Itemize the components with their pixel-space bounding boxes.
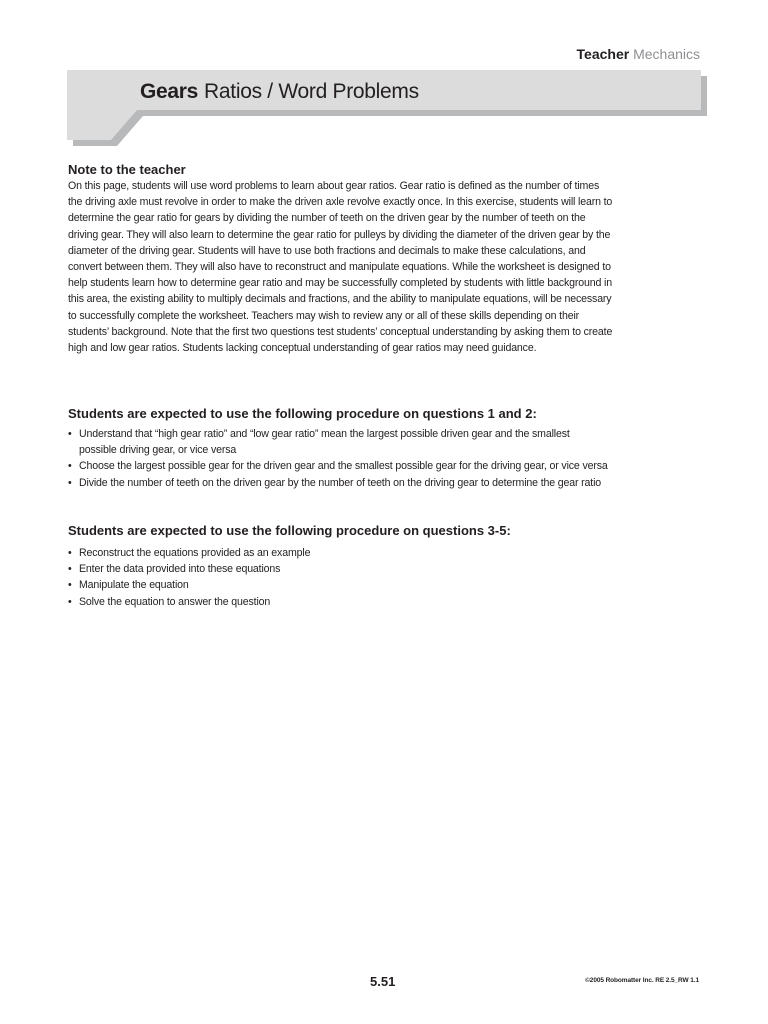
list-item: • Manipulate the equation bbox=[68, 577, 668, 593]
list-item: • Enter the data provided into these equations bbox=[68, 561, 668, 577]
procedure-q3-5 bbox=[68, 522, 668, 610]
procedure-q1-2 bbox=[68, 405, 668, 491]
list-item: • Understand that “high gear ratio” and “low gear ratio” mean the largest possible driven gear and the smallest possible driving gear, or vice versa bbox=[68, 426, 579, 458]
header-teacher: Teacher bbox=[576, 46, 630, 62]
procedure-q3-5-list bbox=[68, 545, 668, 610]
copyright-notice: ©2005 Robomatter Inc. RE 2.5_RW 1.1 bbox=[585, 977, 699, 984]
list-item: • Reconstruct the equations provided as an example bbox=[68, 545, 668, 561]
teacher-note bbox=[68, 161, 613, 356]
title-main: Gears bbox=[140, 80, 199, 103]
note-body: On this page, students will use word problems to learn about gear ratios. Gear ratio is defined as the number of times the driving axle must revolve in order to make the driven axle revolve exactly once. In this exercise, students will learn to determine the gear ratio for gears by dividing the number of teeth on the driven gear by the number of teeth on the driving gear. They will also learn to determine the gear ratio for pulleys by dividing the diameter of the driven gear by the diameter of the driving gear. Students will have to use both fractions and decimals to make these calculations, and convert between them. They will also have to reconstruct and manipulate equations. While the worksheet is designed to help students learn how to determine gear ratio and may be successfully completed by students with little background in this area, the existing ability to multiply decimals and fractions, and the ability to manipulate equations, will be necessary to successfully complete the worksheet. Teachers may wish to review any or all of these skills depending on their students’ background. Note that the first two questions test students’ conceptual understanding by asking them to create high and low gear ratios. Students lacking conceptual understanding of gear ratios may need guidance. bbox=[68, 180, 613, 355]
title-sub: Ratios / Word Problems bbox=[204, 80, 419, 103]
procedure-q3-5-heading: Students are expected to use the following procedure on questions 3-5: bbox=[68, 523, 511, 538]
page-title bbox=[140, 80, 419, 104]
running-header bbox=[577, 46, 700, 62]
procedure-q1-2-heading: Students are expected to use the following procedure on questions 1 and 2: bbox=[68, 406, 537, 421]
header-subject: Mechanics bbox=[633, 46, 700, 62]
list-item: • Choose the largest possible gear for the driven gear and the smallest possible gear for the driving gear, or vice versa bbox=[68, 458, 668, 474]
page-number: 5.51 bbox=[370, 974, 396, 989]
note-heading: Note to the teacher bbox=[68, 162, 186, 177]
list-item: • Solve the equation to answer the question bbox=[68, 594, 668, 610]
procedure-q1-2-list bbox=[68, 426, 668, 491]
list-item: • Divide the number of teeth on the driven gear by the number of teeth on the driving gear to determine the gear ratio bbox=[68, 475, 668, 491]
